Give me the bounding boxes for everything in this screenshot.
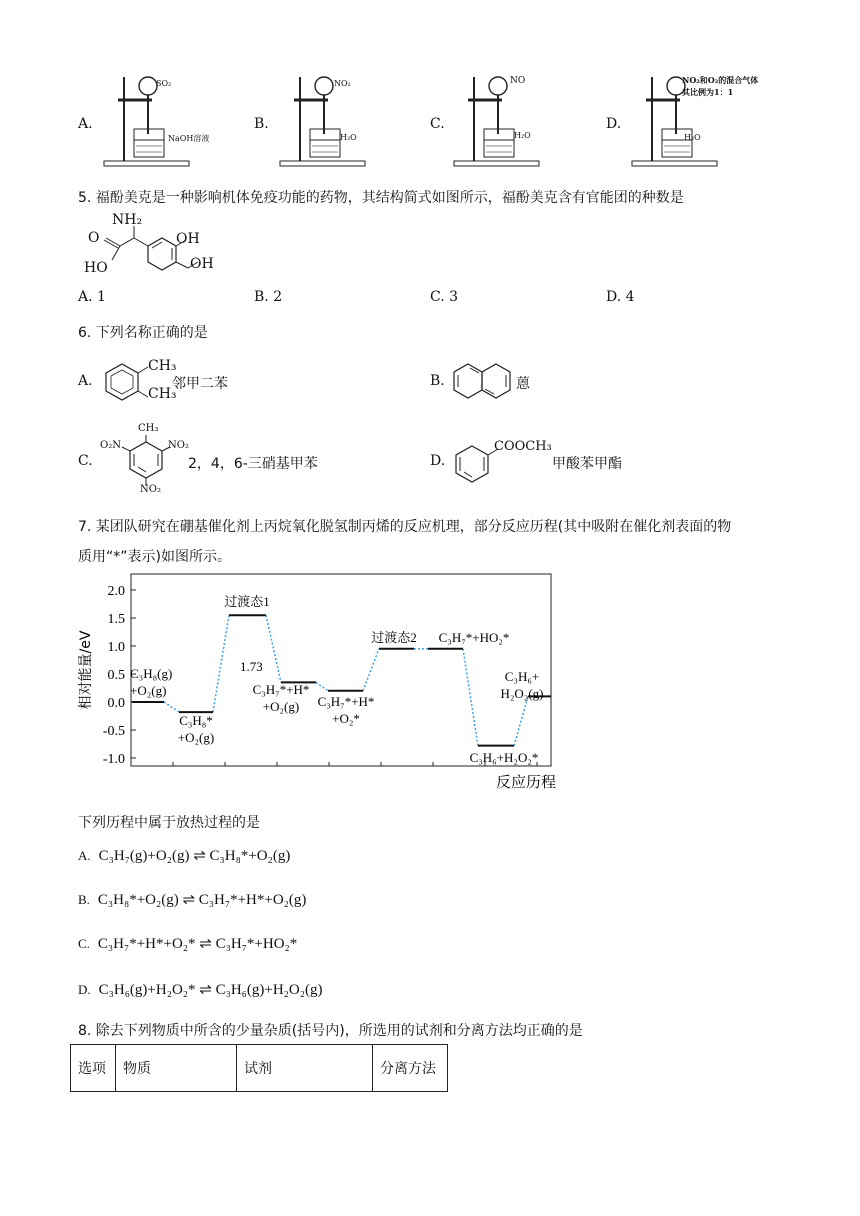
q4-option-b-letter: B. (254, 116, 269, 132)
q7-stem-line1: 7. 某团队研究在硼基催化剂上丙烷氧化脱氢制丙烯的反应机理，部分反应历程(其中吸附在催化剂表面的物 (78, 519, 732, 535)
level-label: 过渡态1 (224, 594, 270, 609)
q6-a-name: 邻甲二苯 (172, 376, 228, 392)
q4-d-liquid: H₂O (684, 133, 701, 142)
q7-equation-d (78, 980, 322, 999)
y-tick-label: 1.5 (107, 612, 125, 627)
struct-oh-top: OH (176, 231, 200, 247)
y-tick-label: 1.0 (107, 640, 125, 655)
q8-header-option: 选项 (71, 1045, 116, 1092)
q6-option-c-letter: C. (78, 453, 93, 469)
q4-c-liquid: H₂O (514, 131, 531, 140)
q8-stem: 8. 除去下列物质中所含的少量杂质(括号内)，所选用的试剂和分离方法均正确的是 (78, 1023, 583, 1039)
q4-option-c-letter: C. (430, 116, 445, 132)
q6-a-ch3-bottom: CH₃ (148, 386, 177, 402)
y-tick-label: -1.0 (102, 752, 125, 767)
apparatus-b-diagram (278, 72, 388, 170)
q7-equation-b (78, 890, 306, 909)
q6-option-a-letter: A. (78, 373, 93, 389)
connector-line (213, 615, 229, 712)
q6-a-ch3-top: CH₃ (148, 358, 177, 374)
level-label: C₃H₈* +O₂(g) (177, 713, 215, 745)
q6-option-b-letter: B. (430, 373, 445, 389)
connector-line (316, 682, 328, 690)
q6-b-name: 蒽 (516, 376, 530, 392)
q7-equation-a (78, 846, 290, 865)
q8-table-header-row (71, 1045, 448, 1092)
q7-eq-d-text: C₃H₆(g)+H₂O₂* ⇌ C₃H₆(g)+H₂O₂(g) (98, 982, 323, 998)
connector-line (164, 702, 179, 712)
q6-c-no2-bottom: NO₂ (140, 484, 161, 495)
x-axis-label: 反应历程 (496, 773, 557, 791)
q5-option-d: D. 4 (606, 289, 635, 305)
q8-table (70, 1044, 448, 1092)
q7-eq-c-text: C₃H₇*+H*+O₂* ⇌ C₃H₇*+HO₂* (97, 936, 298, 952)
q5-option-a: A. 1 (78, 289, 106, 305)
struct-o: O (88, 230, 100, 246)
y-tick-label: 2.0 (107, 584, 125, 599)
q4-b-liquid: H₂O (340, 133, 357, 142)
naphthalene-structure (452, 362, 518, 402)
connector-line (514, 696, 528, 745)
q4-d-gas: NO₂和O₂的混合气体 (682, 75, 759, 85)
y-tick-label: -0.5 (102, 724, 125, 739)
q7-stem-line2: 质用“*”表示)如图所示。 (78, 549, 231, 565)
q6-option-d-letter: D. (430, 453, 446, 469)
connector-line (463, 649, 478, 746)
y-tick-label: 0.5 (107, 668, 125, 683)
struct-oh-side: OH (190, 256, 214, 272)
apparatus-c-diagram (452, 72, 562, 170)
q6-c-no2-right: NO₂ (168, 440, 189, 451)
level-label: C₃H₆+H₂O₂* (469, 750, 539, 765)
connector-line (363, 649, 379, 691)
q6-c-no2-left: O₂N (100, 440, 121, 451)
q4-a-gas: SO₂ (156, 79, 172, 88)
struct-nh2: NH₂ (112, 212, 143, 228)
y-axis-label: 相对能量/eV (78, 630, 94, 710)
q4-option-a-letter: A. (78, 116, 93, 132)
q8-header-reagent: 试剂 (237, 1045, 373, 1092)
q7-eq-b-letter: B. (78, 892, 90, 907)
q7-eq-d-letter: D. (78, 982, 91, 997)
q7-equation-c (78, 934, 297, 953)
q4-c-gas: NO (510, 76, 526, 86)
q7-eq-c-letter: C. (78, 936, 90, 951)
level-label: 过渡态2 (371, 630, 417, 645)
q7-eq-a-text: C₃H₇(g)+O₂(g) ⇌ C₃H₈*+O₂(g) (98, 848, 291, 864)
q6-d-name: 甲酸苯甲酯 (552, 456, 622, 472)
level-label: C₃H₇*+HO₂* (438, 630, 510, 645)
q7-question: 下列历程中属于放热过程的是 (78, 815, 260, 831)
q4-d-gas-ratio: 其比例为1：1 (682, 87, 734, 97)
level-label: C₃H₇*+H* +O₂* (317, 694, 375, 726)
q6-c-name: 2，4，6-三硝基甲苯 (188, 456, 318, 472)
q6-d-ester: COOCH₃ (494, 439, 552, 454)
struct-ho: HO (84, 260, 108, 276)
q4-option-d-letter: D. (606, 116, 622, 132)
q5-option-b: B. 2 (254, 289, 283, 305)
q6-stem: 6. 下列名称正确的是 (78, 325, 208, 341)
level-label: C₃H₆+ H₂O₂(g) (500, 669, 544, 701)
q4-a-liquid: NaOH溶液 (168, 134, 210, 143)
q8-header-method: 分离方法 (373, 1045, 448, 1092)
level-labels (130, 594, 544, 765)
level-label: C₃H₇*+H* +O₂(g) (252, 682, 310, 714)
connector-line (266, 615, 281, 682)
q5-option-c: C. 3 (430, 289, 459, 305)
level-label: C₃H₈(g) +O₂(g) (130, 666, 173, 698)
q8-header-substance: 物质 (116, 1045, 237, 1092)
energy-diagram-chart (76, 570, 566, 795)
q7-eq-b-text: C₃H₈*+O₂(g) ⇌ C₃H₇*+H*+O₂(g) (97, 892, 307, 908)
q4-b-gas: NO₂ (334, 79, 351, 88)
o-xylene-structure (102, 360, 152, 404)
q6-c-ch3: CH₃ (138, 423, 159, 434)
y-tick-label: 0.0 (107, 696, 125, 711)
annotation-1-73: 1.73 (240, 659, 263, 674)
q7-eq-a-letter: A. (78, 848, 91, 863)
q5-stem: 5. 福酚美克是一种影响机体免疫功能的药物，其结构简式如图所示，福酚美克含有官能团的种数是 (78, 190, 684, 206)
